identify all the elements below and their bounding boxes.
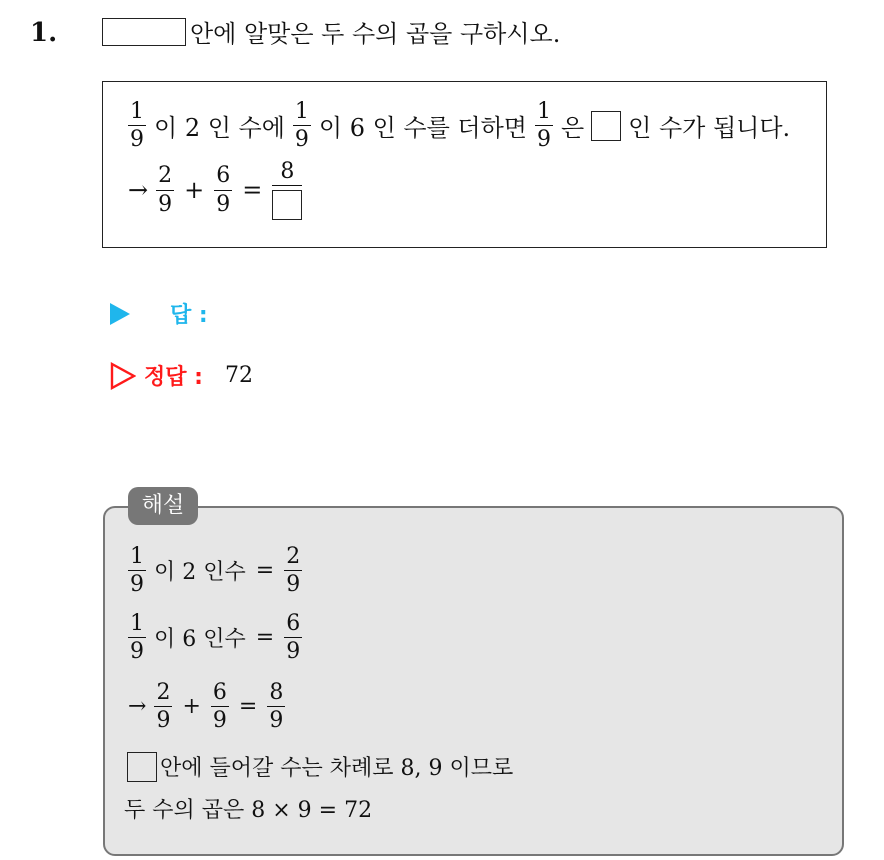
denominator: 9 bbox=[286, 639, 301, 665]
correct-answer-row bbox=[110, 360, 253, 391]
fraction-bar bbox=[128, 570, 146, 571]
numerator: 6 bbox=[212, 680, 227, 705]
denominator: 9 bbox=[158, 191, 173, 217]
correct-answer-value: 72 bbox=[224, 363, 253, 388]
problem-text: 인 수가 됩니다. bbox=[628, 114, 791, 143]
denominator: 9 bbox=[286, 572, 301, 598]
solution-text: 이 6 인수 bbox=[154, 627, 246, 653]
problem-text: 이 6 인 수를 더하면 bbox=[318, 114, 527, 143]
problem-text: 은 bbox=[560, 114, 585, 143]
blank-box bbox=[272, 190, 302, 220]
denominator: 9 bbox=[216, 191, 231, 217]
correct-answer-label: 정답 : bbox=[144, 365, 203, 390]
numerator: 8 bbox=[280, 159, 295, 184]
solution-tab: 해설 bbox=[128, 487, 198, 525]
question-prompt: 안에 알맞은 두 수의 곱을 구하시오. bbox=[190, 20, 561, 48]
numerator: 6 bbox=[286, 611, 301, 636]
fraction-bar bbox=[535, 125, 553, 126]
fraction-bar bbox=[267, 706, 285, 707]
problem-line-1 bbox=[124, 100, 794, 152]
denominator: 9 bbox=[130, 572, 144, 598]
numerator: 2 bbox=[156, 680, 171, 705]
denominator: 9 bbox=[130, 127, 144, 153]
solution-line-2 bbox=[124, 612, 306, 664]
fraction-bar bbox=[272, 185, 302, 186]
denominator: 9 bbox=[212, 708, 227, 734]
solution-line-5 bbox=[124, 793, 372, 824]
fraction bbox=[267, 681, 285, 733]
solution-text: 두 수의 곱은 8 × 9 = 72 bbox=[124, 798, 373, 823]
denominator: 9 bbox=[536, 127, 551, 153]
numerator: 2 bbox=[158, 163, 173, 189]
numerator: 1 bbox=[294, 99, 309, 124]
solution-text: 안에 들어갈 수는 차례로 8, 9 이므로 bbox=[160, 756, 514, 781]
equals-sign: = bbox=[255, 625, 275, 651]
fraction bbox=[284, 545, 302, 597]
numerator: 1 bbox=[130, 544, 144, 569]
fraction-bar bbox=[154, 706, 172, 707]
problem-line-2 bbox=[124, 160, 306, 220]
fraction bbox=[154, 681, 172, 733]
denominator: 9 bbox=[156, 708, 171, 734]
numerator: 1 bbox=[536, 99, 551, 124]
answer-row bbox=[110, 298, 208, 329]
numerator: 2 bbox=[286, 544, 301, 569]
fraction-bar bbox=[128, 125, 146, 126]
fraction bbox=[214, 164, 232, 216]
solution-line-1 bbox=[124, 545, 306, 597]
equals-sign: = bbox=[255, 558, 275, 584]
fraction-bar bbox=[214, 190, 232, 191]
numerator: 1 bbox=[130, 611, 144, 636]
fraction-bar bbox=[284, 637, 302, 638]
blank-box bbox=[591, 111, 621, 141]
fraction bbox=[535, 100, 553, 152]
solution-line-4 bbox=[124, 751, 513, 782]
solution-line-3 bbox=[124, 681, 289, 733]
fraction bbox=[128, 545, 146, 597]
denominator: 9 bbox=[269, 708, 284, 734]
arrow-symbol: → bbox=[128, 176, 149, 205]
plus-sign: + bbox=[184, 176, 205, 205]
numerator: 6 bbox=[216, 163, 231, 189]
fraction bbox=[128, 612, 146, 664]
denominator: 9 bbox=[294, 127, 309, 153]
outline-arrow-icon bbox=[110, 362, 136, 390]
plus-sign: + bbox=[182, 694, 201, 720]
solution-text: 이 2 인수 bbox=[154, 560, 246, 586]
fraction-bar bbox=[128, 637, 146, 638]
fraction bbox=[128, 100, 146, 152]
fraction-bar bbox=[211, 706, 229, 707]
fraction-bar bbox=[293, 125, 311, 126]
answer-blank-box bbox=[102, 18, 186, 46]
fraction-bar bbox=[156, 190, 174, 191]
question-number: 1. bbox=[30, 18, 58, 48]
play-arrow-icon bbox=[110, 303, 130, 325]
equals-sign: = bbox=[238, 694, 258, 720]
arrow-symbol: → bbox=[128, 694, 147, 720]
fraction bbox=[272, 160, 302, 220]
equals-sign: = bbox=[242, 176, 263, 205]
answer-label: 답 : bbox=[170, 303, 208, 328]
fraction bbox=[293, 100, 311, 152]
blank-box bbox=[127, 752, 157, 782]
fraction bbox=[211, 681, 229, 733]
numerator: 1 bbox=[130, 99, 144, 124]
fraction-bar bbox=[284, 570, 302, 571]
problem-text: 이 2 인 수에 bbox=[154, 114, 285, 143]
fraction bbox=[284, 612, 302, 664]
fraction bbox=[156, 164, 174, 216]
numerator: 8 bbox=[269, 680, 284, 705]
denominator: 9 bbox=[130, 639, 144, 665]
